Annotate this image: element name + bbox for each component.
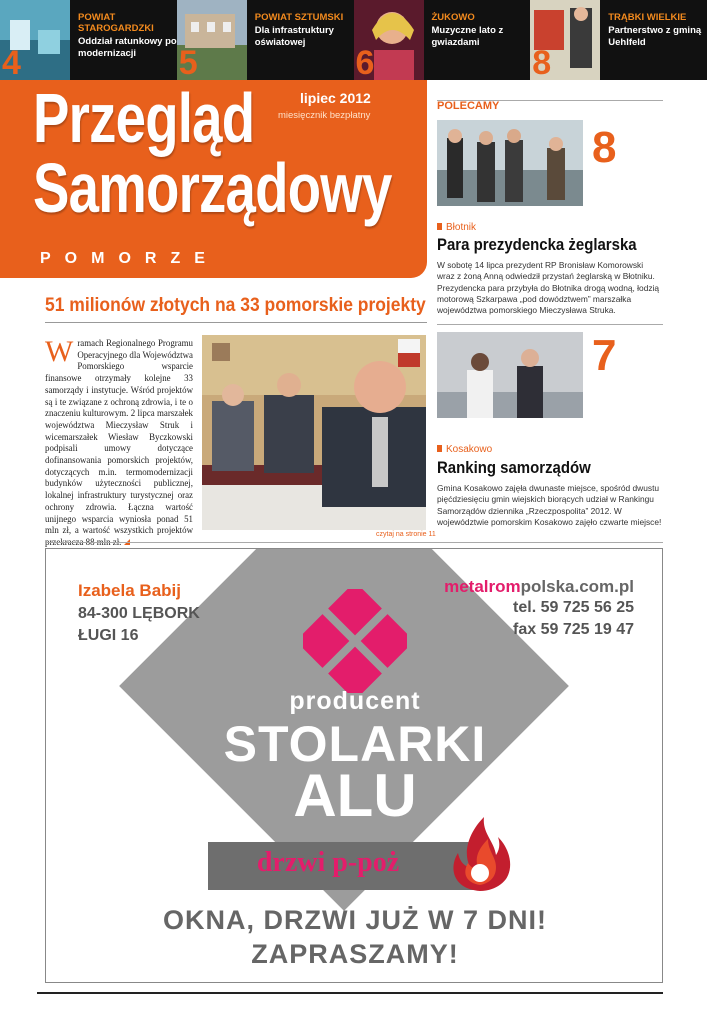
- teaser-photo: [530, 0, 600, 80]
- sidebar-polecamy: [437, 80, 663, 112]
- teaser-page-number: 5: [178, 44, 198, 80]
- issue-subtitle: miesięcznik bezpłatny: [278, 110, 371, 121]
- ad-alu-label: ALU: [293, 762, 417, 829]
- story-page-number: 8: [592, 123, 617, 172]
- story-category-label: Kosakowo: [446, 444, 493, 455]
- divider: [45, 322, 427, 323]
- teaser-title: Partnerstwo z gminą Uehlfeld: [608, 25, 702, 48]
- ad-contact-name: Izabela Babij: [78, 581, 181, 600]
- teaser-strip: [0, 0, 707, 80]
- teaser-photo: [177, 0, 247, 80]
- teaser-title: Muzyczne lato z gwiazdami: [431, 25, 504, 48]
- read-more-link[interactable]: czytaj na stronie 11: [376, 531, 436, 538]
- ad-stolarki-label: STOLARKI: [223, 716, 487, 772]
- title-line-1: Przegląd: [33, 80, 255, 157]
- story-category: [437, 222, 476, 233]
- story-headline: Para prezydencka żeglarska: [437, 235, 637, 254]
- ad-address-line-2: ŁUGI 16: [78, 627, 139, 644]
- story-headline: Ranking samorządów: [437, 458, 591, 477]
- region-label: POMORZE: [40, 250, 219, 267]
- divider: [437, 324, 663, 325]
- page-footer-rule: [37, 992, 663, 994]
- teaser-title: Oddział ratunkowy po modernizacji: [78, 36, 177, 59]
- story-category-label: Błotnik: [446, 222, 477, 233]
- story-category: [437, 444, 492, 455]
- teaser-page-number: 4: [2, 44, 21, 80]
- teaser-page-number: 8: [532, 44, 552, 80]
- divider: [437, 100, 663, 101]
- story-photo: [437, 120, 583, 206]
- issue-date: lipiec 2012: [300, 90, 371, 106]
- story-body: W sobotę 14 lipca prezydent RP Bronisław Komorowski wraz z żoną Anną odwiedził przystań żeglarską w Błotniku. Prezydencka para przybyła do Błotnika drogą wodną, łodzią motorową Szkarpawa „pod dowództwem” marszałka województwa pomorskiego Mieczysława Struka.: [437, 260, 660, 316]
- ad-producent-label: producent: [289, 687, 421, 715]
- article-photo-image: [202, 335, 426, 530]
- ad-website-brand: metalrom: [444, 577, 521, 596]
- teaser-page-number: 6: [355, 44, 375, 80]
- teaser-region: POWIAT SZTUMSKI: [254, 12, 344, 23]
- flame-icon: [444, 811, 516, 893]
- story-body: Gmina Kosakowo zajęła dwunaste miejsce, spośród dwustu pięćdziesięciu gmin wiejskich biorących udział w Rankingu Samorządów dziennika „Rzeczpospolita” 2012. W województwie pomorskim Kosakowo zajęło czwarte miejsce!: [437, 483, 662, 527]
- ad-website[interactable]: [444, 577, 634, 597]
- ad-fire-doors-label: drzwi p-poż: [256, 847, 400, 878]
- teaser-title: Dla infrastruktury oświatowej: [254, 25, 334, 48]
- category-marker: [437, 223, 442, 230]
- article-headline: 51 milionów złotych na 33 pomorskie projekty: [45, 295, 426, 316]
- teaser-region: ŻUKOWO: [431, 12, 475, 23]
- ad-slogan-line-1: OKNA, DRZWI JUŻ W 7 DNI!: [163, 905, 547, 935]
- sidebar-label: POLECAMY: [437, 100, 500, 112]
- story-photo-image: [437, 120, 583, 206]
- masthead: [0, 80, 427, 278]
- ad-phone: tel. 59 725 56 25: [513, 599, 634, 616]
- article-body: [45, 335, 193, 549]
- ad-website-domain: polska.com.pl: [520, 577, 634, 596]
- story-page-number: 7: [592, 331, 617, 380]
- divider: [45, 542, 663, 543]
- story-photo: [437, 332, 583, 418]
- ad-fax: fax 59 725 19 47: [513, 621, 634, 638]
- teaser-2[interactable]: [177, 0, 354, 80]
- teaser-photo: [354, 0, 424, 80]
- metalrom-logo-icon: [303, 589, 407, 693]
- story-photo-image: [437, 332, 583, 418]
- article-body-text: ramach Regionalnego Programu Operacyjnego dla Województwa Pomorskiego wsparcie finansowe otrzymały kolejne 33 samorządy i instytucje. Wśród projektów są i te związane z ochroną zdrowia, i te o znaczeniu kulturowym. 2 lipca marszałek województwa Mieczysław Struk i wicemarszałek Wiesław Byczkowski podpisali umowy dotyczące dofinansowania pomorskich projektów, dotyczących m.in. termomodernizacji budynków użyteczności publicznej, lokalnej infrastruktury turystycznej oraz ochrony zdrowia. Łączna wartość unijnego wsparcia wyniosła ponad 51 mln zł, a wartość wszystkich projektów przekracza 88 mln zł.: [45, 338, 193, 547]
- teaser-photo: [0, 0, 70, 80]
- teaser-region: TRĄBKI WIELKIE: [608, 12, 687, 23]
- ad-address-line-1: 84-300 LĘBORK: [78, 605, 200, 622]
- advertisement: [45, 548, 663, 983]
- teaser-4[interactable]: [530, 0, 707, 80]
- teaser-3[interactable]: [354, 0, 531, 80]
- article-photo: [202, 335, 426, 530]
- teaser-region: POWIAT STAROGARDZKI: [78, 12, 154, 34]
- teaser-1[interactable]: [0, 0, 177, 80]
- ad-slogan-line-2: ZAPRASZAMY!: [251, 939, 459, 969]
- dropcap: W: [45, 335, 74, 368]
- category-marker: [437, 445, 442, 452]
- title-line-2: Samorządowy: [33, 149, 392, 227]
